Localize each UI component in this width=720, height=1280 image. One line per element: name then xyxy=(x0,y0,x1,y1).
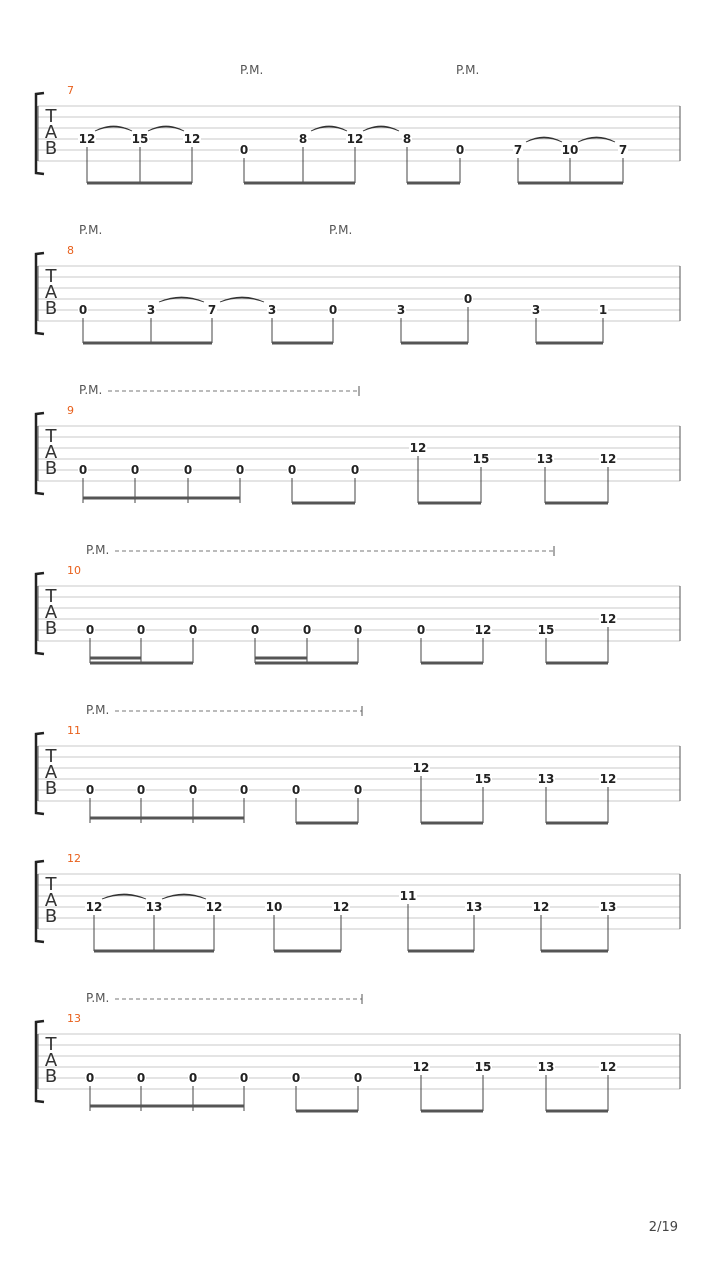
fret-number: 10 xyxy=(561,143,579,157)
fret-number: 7 xyxy=(513,143,523,157)
fret-number: 0 xyxy=(85,1071,95,1085)
fret-number: 0 xyxy=(78,303,88,317)
fret-number: 0 xyxy=(136,623,146,637)
fret-number: 13 xyxy=(599,900,617,914)
palm-mute-label: P.M. xyxy=(329,223,353,237)
bar-number: 13 xyxy=(67,1012,81,1025)
fret-number: 12 xyxy=(409,441,427,455)
fret-number: 3 xyxy=(396,303,406,317)
tab-clef-letter: T xyxy=(45,1034,57,1055)
fret-number: 3 xyxy=(267,303,277,317)
fret-number: 0 xyxy=(350,463,360,477)
fret-number: 12 xyxy=(412,1060,430,1074)
tab-system-11 xyxy=(36,706,680,823)
tab-clef-letter: T xyxy=(45,586,57,607)
fret-number: 0 xyxy=(291,783,301,797)
fret-number: 13 xyxy=(465,900,483,914)
fret-number: 12 xyxy=(599,612,617,626)
palm-mute-label: P.M. xyxy=(79,383,103,397)
palm-mute-label: P.M. xyxy=(86,543,110,557)
fret-number: 13 xyxy=(145,900,163,914)
tab-clef-letter: A xyxy=(44,762,58,783)
tab-clef-letter: T xyxy=(45,426,57,447)
fret-number: 0 xyxy=(328,303,338,317)
tab-clef-letter: B xyxy=(44,906,58,927)
fret-number: 11 xyxy=(399,889,417,903)
fret-number: 12 xyxy=(205,900,223,914)
system-bracket xyxy=(36,93,44,174)
tab-system-10 xyxy=(36,546,680,663)
fret-number: 12 xyxy=(474,623,492,637)
fret-number: 7 xyxy=(207,303,217,317)
fret-number: 12 xyxy=(599,1060,617,1074)
fret-number: 0 xyxy=(188,1071,198,1085)
fret-number: 0 xyxy=(250,623,260,637)
fret-number: 0 xyxy=(302,623,312,637)
bar-number: 9 xyxy=(67,404,74,417)
fret-number: 8 xyxy=(298,132,308,146)
palm-mute-label: P.M. xyxy=(79,223,103,237)
bar-number: 8 xyxy=(67,244,74,257)
fret-number: 0 xyxy=(130,463,140,477)
fret-number: 8 xyxy=(402,132,412,146)
fret-number: 0 xyxy=(85,623,95,637)
tab-system-13 xyxy=(36,994,680,1111)
fret-number: 0 xyxy=(183,463,193,477)
tab-clef-letter: T xyxy=(45,106,57,127)
fret-number: 0 xyxy=(136,1071,146,1085)
fret-number: 15 xyxy=(131,132,149,146)
fret-number: 0 xyxy=(239,1071,249,1085)
fret-number: 3 xyxy=(146,303,156,317)
system-bracket xyxy=(36,861,44,942)
fret-number: 0 xyxy=(188,623,198,637)
tab-system-9 xyxy=(36,386,680,503)
fret-number: 0 xyxy=(136,783,146,797)
fret-number: 12 xyxy=(183,132,201,146)
fret-number: 0 xyxy=(353,783,363,797)
fret-number: 15 xyxy=(472,452,490,466)
tab-clef-letter: T xyxy=(45,874,57,895)
fret-number: 12 xyxy=(599,772,617,786)
tab-clef-letter: A xyxy=(44,602,58,623)
tab-clef-letter: B xyxy=(44,298,58,319)
fret-number: 3 xyxy=(531,303,541,317)
fret-number: 12 xyxy=(346,132,364,146)
tab-system-12 xyxy=(36,861,680,951)
tab-clef-letter: A xyxy=(44,282,58,303)
system-bracket xyxy=(36,1021,44,1102)
tab-clef-letter: A xyxy=(44,1050,58,1071)
palm-mute-label: P.M. xyxy=(456,63,480,77)
palm-mute-label: P.M. xyxy=(86,703,110,717)
fret-number: 0 xyxy=(239,783,249,797)
fret-number: 12 xyxy=(78,132,96,146)
fret-number: 0 xyxy=(291,1071,301,1085)
bar-number: 11 xyxy=(67,724,81,737)
fret-number: 12 xyxy=(85,900,103,914)
fret-number: 12 xyxy=(412,761,430,775)
tab-clef-letter: T xyxy=(45,746,57,767)
system-bracket xyxy=(36,413,44,494)
fret-number: 0 xyxy=(287,463,297,477)
fret-number: 0 xyxy=(353,623,363,637)
palm-mute-label: P.M. xyxy=(86,991,110,1005)
fret-number: 0 xyxy=(463,292,473,306)
fret-number: 13 xyxy=(536,452,554,466)
fret-number: 0 xyxy=(78,463,88,477)
fret-number: 7 xyxy=(618,143,628,157)
tab-clef-letter: A xyxy=(44,122,58,143)
fret-number: 0 xyxy=(235,463,245,477)
tab-clef-letter: B xyxy=(44,778,58,799)
tab-system-8 xyxy=(36,253,680,343)
bar-number: 7 xyxy=(67,84,74,97)
fret-number: 13 xyxy=(537,772,555,786)
fret-number: 0 xyxy=(353,1071,363,1085)
fret-number: 0 xyxy=(188,783,198,797)
tab-clef-letter: A xyxy=(44,890,58,911)
bar-number: 12 xyxy=(67,852,81,865)
fret-number: 1 xyxy=(598,303,608,317)
tab-clef-letter: B xyxy=(44,458,58,479)
fret-number: 0 xyxy=(239,143,249,157)
page-number: 2/19 xyxy=(648,1220,678,1235)
tab-clef-letter: A xyxy=(44,442,58,463)
fret-number: 15 xyxy=(474,772,492,786)
system-bracket xyxy=(36,573,44,654)
fret-number: 0 xyxy=(416,623,426,637)
tab-clef-letter: B xyxy=(44,138,58,159)
fret-number: 15 xyxy=(537,623,555,637)
fret-number: 12 xyxy=(532,900,550,914)
fret-number: 0 xyxy=(85,783,95,797)
system-bracket xyxy=(36,253,44,334)
fret-number: 0 xyxy=(455,143,465,157)
fret-number: 12 xyxy=(332,900,350,914)
tab-clef-letter: B xyxy=(44,618,58,639)
fret-number: 15 xyxy=(474,1060,492,1074)
tab-clef-letter: T xyxy=(45,266,57,287)
fret-number: 10 xyxy=(265,900,283,914)
fret-number: 13 xyxy=(537,1060,555,1074)
bar-number: 10 xyxy=(67,564,81,577)
fret-number: 12 xyxy=(599,452,617,466)
tab-clef-letter: B xyxy=(44,1066,58,1087)
palm-mute-label: P.M. xyxy=(240,63,264,77)
system-bracket xyxy=(36,733,44,814)
